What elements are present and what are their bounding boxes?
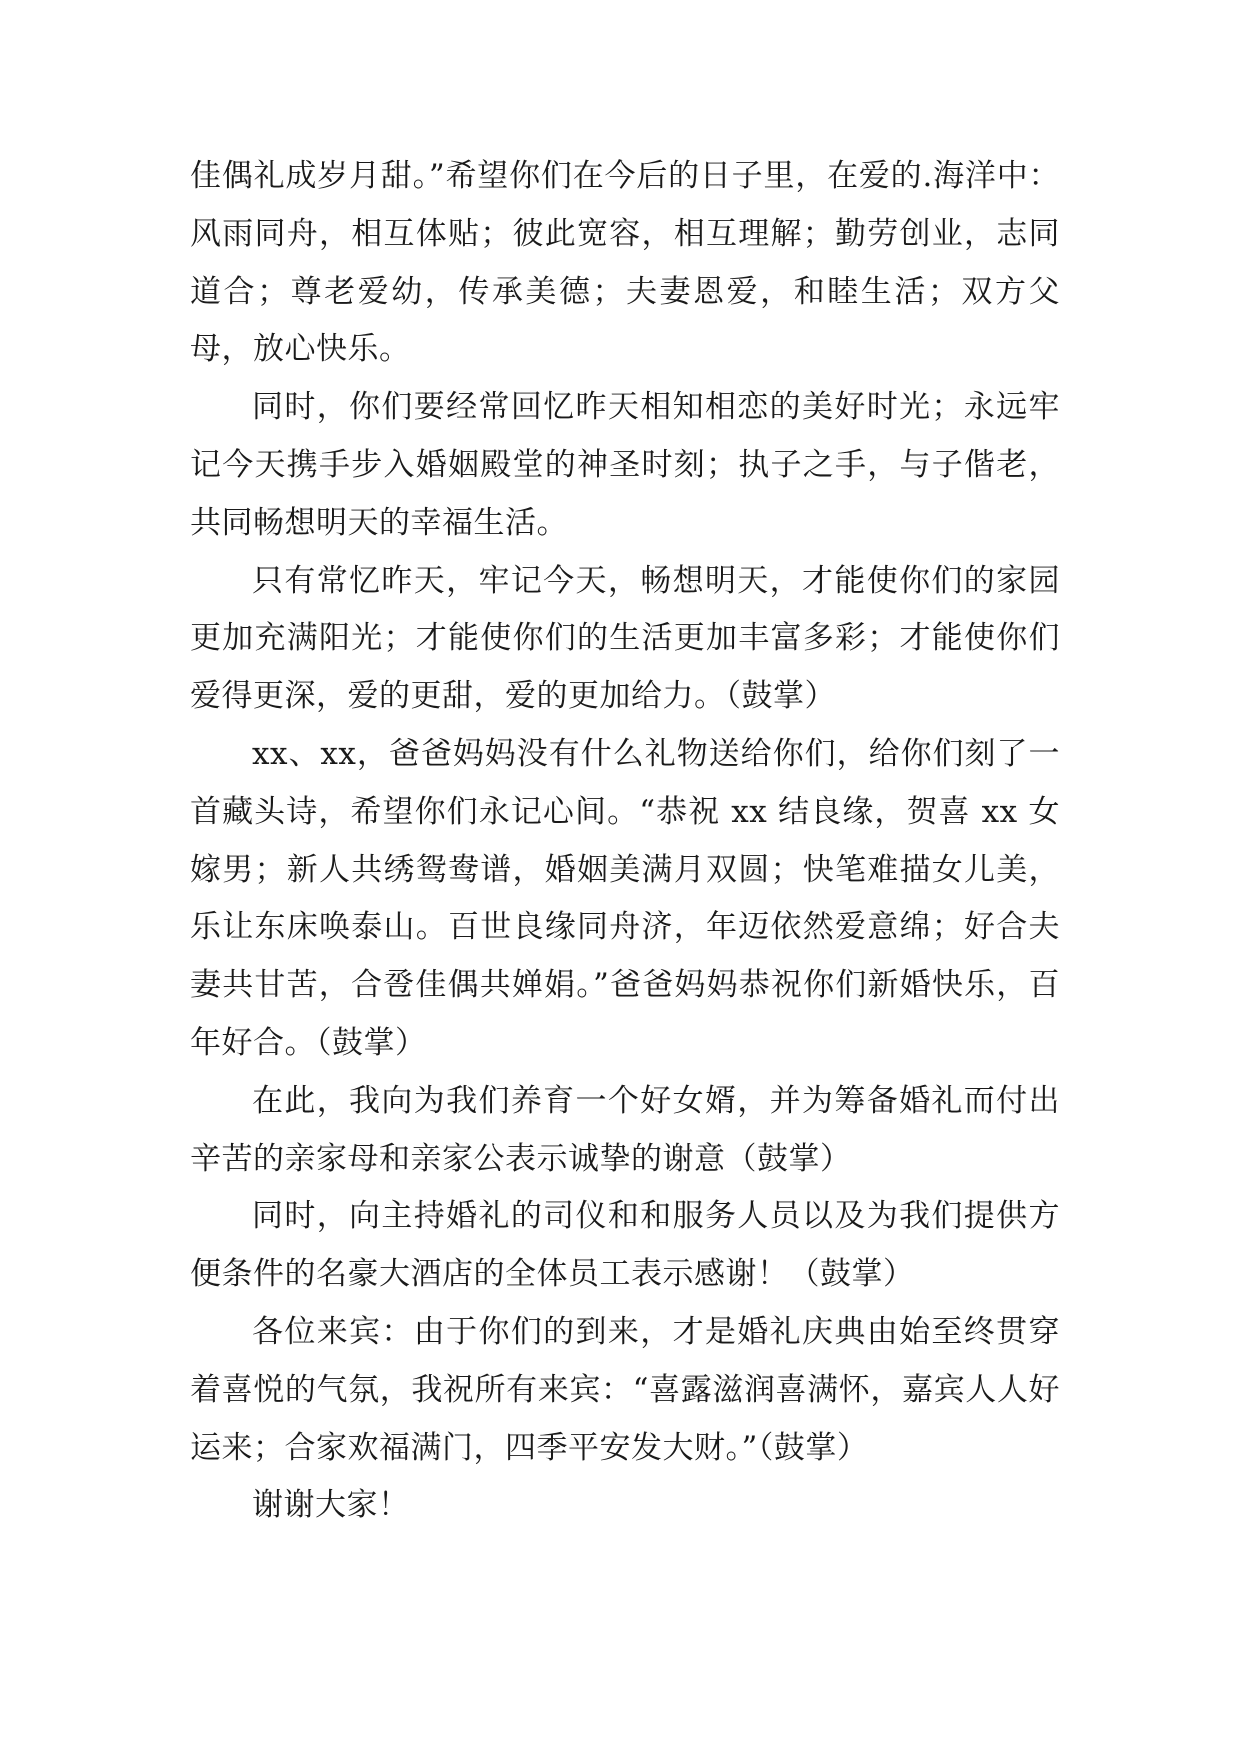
document-page (190, 148, 1060, 1535)
paragraph-thanks-in-laws: 在此，我向为我们养育一个好女婿，并为筹备婚礼而付出辛苦的亲家母和亲家公表示诚挚的谢意（鼓掌） (190, 1082, 1060, 1177)
paragraph-thanks-staff: 同时，向主持婚礼的司仪和和服务人员以及为我们提供方便条件的名豪大酒店的全体员工表示感谢！（鼓掌） (190, 1198, 1060, 1293)
paragraph-remember: 同时，你们要经常回忆昨天相知相恋的美好时光；永远牢记今天携手步入婚姻殿堂的神圣时刻；执子之手，与子偕老，共同畅想明天的幸福生活。 (190, 389, 1060, 541)
paragraph-only-if: 只有常忆昨天，牢记今天，畅想明天，才能使你们的家园更加充满阳光；才能使你们的生活更加丰富多彩；才能使你们爱得更深，爱的更甜，爱的更加给力。（鼓掌） (190, 562, 1060, 715)
paragraph-poem: xx、xx，爸爸妈妈没有什么礼物送给你们，给你们刻了一首藏头诗，希望你们永记心间。“恭祝 xx 结良缘，贺喜 xx 女嫁男；新人共绣鸳鸯谱，婚姻美满月双圆；快笔难描女儿美，乐让东床唤泰山。百世良缘同舟济，年迈依然爱意绵；好合夫妻共甘苦，合卺佳偶共婵娟。”爸爸妈妈恭祝你们新婚快乐，百年好合。（鼓掌） (190, 735, 1060, 1061)
paragraph-wishes: 佳偶礼成岁月甜。”希望你们在今后的日子里，在爱的.海洋中：风雨同舟，相互体贴；彼此宽容，相互理解；勤劳创业，志同道合；尊老爱幼，传承美德；夫妻恩爱，和睦生活；双方父母，放心快乐。 (190, 158, 1060, 368)
paragraph-guests: 各位来宾：由于你们的到来，才是婚礼庆典由始至终贯穿着喜悦的气氛，我祝所有来宾：“喜露滋润喜满怀，嘉宾人人好运来；合家欢福满门，四季平安发大财。”（鼓掌） (190, 1313, 1060, 1466)
paragraph-closing: 谢谢大家！ (252, 1487, 410, 1524)
